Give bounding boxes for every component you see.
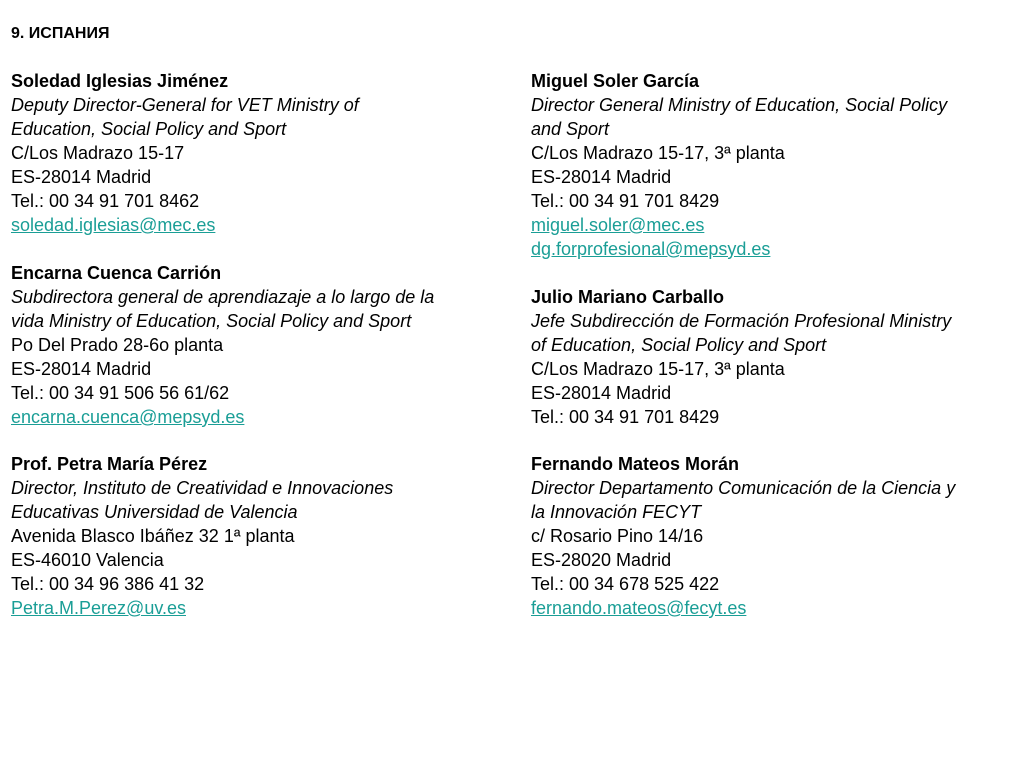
contact-address: C/Los Madrazo 15-17 — [11, 143, 185, 163]
contact-role: Director Departamento Comunicación de la Ciencia y — [531, 478, 956, 498]
contact-role: and Sport — [531, 119, 610, 139]
contact-address: C/Los Madrazo 15-17, 3ª planta — [531, 359, 785, 379]
contact-city: ES-46010 Valencia — [11, 550, 164, 570]
contact-phone: Tel.: 00 34 678 525 422 — [531, 574, 720, 594]
contact-email-link[interactable]: encarna.cuenca@mepsyd.es — [11, 407, 245, 427]
contact-role: Deputy Director-General for VET Ministry of — [11, 95, 359, 115]
contact-card — [11, 69, 491, 237]
contact-city: ES-28014 Madrid — [531, 383, 672, 403]
contact-address: Po Del Prado 28-6o planta — [11, 335, 224, 355]
contact-address: Avenida Blasco Ibáñez 32 1ª planta — [11, 526, 295, 546]
contact-phone: Tel.: 00 34 91 506 56 61/62 — [11, 383, 230, 403]
contact-role: Director General Ministry of Education, Social Policy — [531, 95, 948, 115]
contact-email-link[interactable]: miguel.soler@mec.es — [531, 215, 705, 235]
contact-card — [531, 285, 1011, 429]
contact-email-link[interactable]: soledad.iglesias@mec.es — [11, 215, 216, 235]
contact-city: ES-28014 Madrid — [11, 359, 152, 379]
contact-role: la Innovación FECYT — [531, 502, 702, 522]
contact-role: Educativas Universidad de Valencia — [11, 502, 298, 522]
contact-phone: Tel.: 00 34 91 701 8462 — [11, 191, 200, 211]
contact-phone: Tel.: 00 34 91 701 8429 — [531, 407, 720, 427]
contact-phone: Tel.: 00 34 91 701 8429 — [531, 191, 720, 211]
contact-address: c/ Rosario Pino 14/16 — [531, 526, 704, 546]
contact-role: Subdirectora general de aprendiazaje a lo largo de la — [11, 287, 435, 307]
contact-city: ES-28014 Madrid — [531, 167, 672, 187]
contact-role: vida Ministry of Education, Social Policy and Sport — [11, 311, 412, 331]
contact-email-link[interactable]: fernando.mateos@fecyt.es — [531, 598, 747, 618]
contact-name: Prof. Petra María Pérez — [11, 454, 208, 474]
contact-city: ES-28020 Madrid — [531, 550, 672, 570]
contact-role: Director, Instituto de Creatividad e Innovaciones — [11, 478, 394, 498]
contact-role: Education, Social Policy and Sport — [11, 119, 287, 139]
contact-phone: Tel.: 00 34 96 386 41 32 — [11, 574, 205, 594]
contact-name: Encarna Cuenca Carrión — [11, 263, 222, 283]
contact-card — [531, 69, 1011, 261]
contact-address: C/Los Madrazo 15-17, 3ª planta — [531, 143, 785, 163]
contact-card — [531, 452, 1011, 620]
contact-role: of Education, Social Policy and Sport — [531, 335, 827, 355]
contact-name: Soledad Iglesias Jiménez — [11, 71, 229, 91]
contact-card — [11, 261, 491, 429]
page-title: 9. ИСПАНИЯ — [11, 25, 110, 42]
contact-email-link[interactable]: Petra.M.Perez@uv.es — [11, 598, 186, 618]
contact-name: Julio Mariano Carballo — [531, 287, 725, 307]
contact-city: ES-28014 Madrid — [11, 167, 152, 187]
contact-email-link[interactable]: dg.forprofesional@mepsyd.es — [531, 239, 771, 259]
contact-name: Fernando Mateos Morán — [531, 454, 740, 474]
contact-role: Jefe Subdirección de Formación Profesional Ministry — [531, 311, 952, 331]
contact-card — [11, 452, 491, 620]
contact-name: Miguel Soler García — [531, 71, 700, 91]
